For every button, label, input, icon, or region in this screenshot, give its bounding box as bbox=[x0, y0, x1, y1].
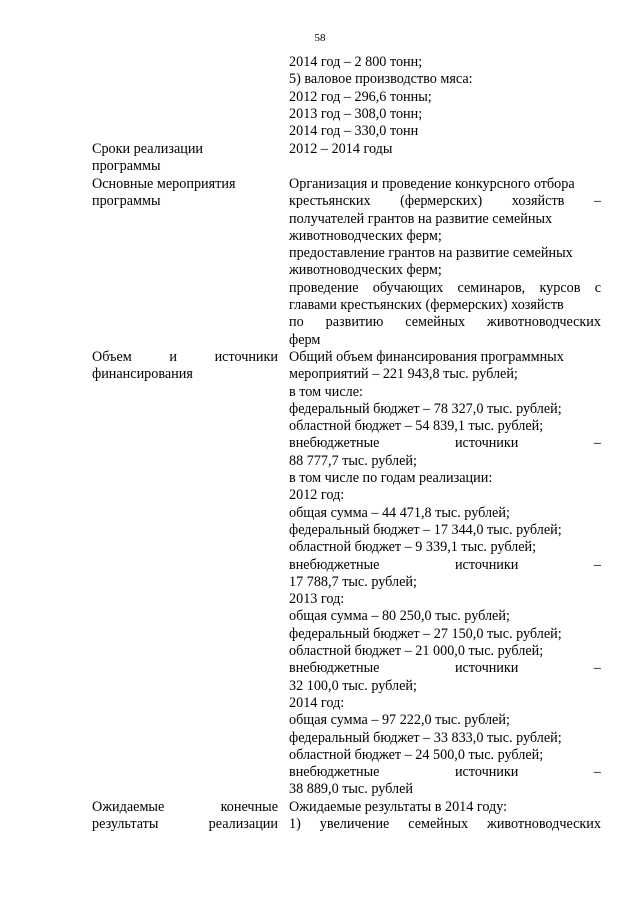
text-line: областной бюджет – 21 000,0 тыс. рублей; bbox=[289, 643, 544, 660]
text-line: 38 889,0 тыс. рублей bbox=[289, 781, 413, 798]
label-line: финансирования bbox=[92, 366, 193, 383]
text-line: внебюджетные источники – bbox=[289, 660, 601, 677]
label-line: Ожидаемые конечные bbox=[92, 799, 278, 815]
section-content-results bbox=[289, 799, 601, 834]
text-line: федеральный бюджет – 78 327,0 тыс. рублей; bbox=[289, 400, 562, 417]
page-number: 58 bbox=[314, 32, 326, 44]
text-line: Организация и проведение конкурсного отбора bbox=[289, 176, 575, 192]
text-line: 2014 год – 330,0 тонн bbox=[289, 123, 419, 140]
text-line: 1) увеличение семейных животноводческих bbox=[289, 816, 601, 833]
text-line: 2013 год: bbox=[289, 591, 345, 608]
label-line: Объем и источники bbox=[92, 349, 278, 365]
text-line: по развитию семейных животноводческих bbox=[289, 314, 601, 331]
section-content-period bbox=[289, 141, 601, 158]
text-line: Ожидаемые результаты в 2014 году: bbox=[289, 799, 508, 815]
text-line: в том числе: bbox=[289, 383, 363, 400]
text-line: Общий объем финансирования программных bbox=[289, 349, 564, 365]
text-line: 2012 год: bbox=[289, 487, 345, 504]
label-line: результаты реализации bbox=[92, 816, 278, 833]
text-line: 88 777,7 тыс. рублей; bbox=[289, 452, 417, 469]
text-line: внебюджетные источники – bbox=[289, 435, 601, 452]
section-label-results bbox=[92, 799, 278, 834]
text-line: 2012 год – 296,6 тонны; bbox=[289, 88, 432, 105]
text-line: получателей грантов на развитие семейных bbox=[289, 210, 553, 227]
text-line: общая сумма – 97 222,0 тыс. рублей; bbox=[289, 712, 510, 729]
text-line: областной бюджет – 24 500,0 тыс. рублей; bbox=[289, 746, 544, 763]
text-line: внебюджетные источники – bbox=[289, 764, 601, 781]
text-line: животноводческих ферм; bbox=[289, 227, 442, 244]
section-label-funding bbox=[92, 349, 278, 384]
text-line: 2014 год – 2 800 тонн; bbox=[289, 54, 423, 70]
section-content-activities bbox=[289, 176, 601, 349]
label-line: программы bbox=[92, 193, 161, 210]
text-line: предоставление грантов на развитие семейных bbox=[289, 245, 573, 262]
text-line: 17 788,7 тыс. рублей; bbox=[289, 573, 417, 590]
text-line: проведение обучающих семинаров, курсов с bbox=[289, 279, 601, 296]
text-line: 2013 год – 308,0 тонн; bbox=[289, 105, 423, 122]
text-line: ферм bbox=[289, 331, 321, 348]
label-line: программы bbox=[92, 158, 161, 175]
text-line: федеральный бюджет – 33 833,0 тыс. рублей; bbox=[289, 729, 562, 746]
text-line: общая сумма – 44 471,8 тыс. рублей; bbox=[289, 504, 510, 521]
text-line: мероприятий – 221 943,8 тыс. рублей; bbox=[289, 366, 518, 383]
text-line: главами крестьянских (фермерских) хозяйств bbox=[289, 297, 564, 314]
text-line: 5) валовое производство мяса: bbox=[289, 71, 473, 88]
text-line: 32 100,0 тыс. рублей; bbox=[289, 677, 417, 694]
label-line: Сроки реализации bbox=[92, 141, 204, 157]
text-line: общая сумма – 80 250,0 тыс. рублей; bbox=[289, 608, 510, 625]
text-line: в том числе по годам реализации: bbox=[289, 470, 493, 487]
text-line: животноводческих ферм; bbox=[289, 262, 442, 279]
continuation-block bbox=[289, 54, 601, 140]
text-line: федеральный бюджет – 27 150,0 тыс. рублей; bbox=[289, 625, 562, 642]
label-line: Основные мероприятия bbox=[92, 176, 236, 192]
text-line: 2012 – 2014 годы bbox=[289, 141, 393, 157]
text-line: областной бюджет – 54 839,1 тыс. рублей; bbox=[289, 418, 544, 435]
text-line: областной бюджет – 9 339,1 тыс. рублей; bbox=[289, 539, 537, 556]
text-line: крестьянских (фермерских) хозяйств – bbox=[289, 193, 601, 210]
section-label-period bbox=[92, 141, 278, 176]
section-content-funding bbox=[289, 349, 601, 799]
section-label-activities bbox=[92, 176, 278, 211]
text-line: федеральный бюджет – 17 344,0 тыс. рублей; bbox=[289, 521, 562, 538]
text-line: 2014 год: bbox=[289, 694, 345, 711]
text-line: внебюджетные источники – bbox=[289, 556, 601, 573]
